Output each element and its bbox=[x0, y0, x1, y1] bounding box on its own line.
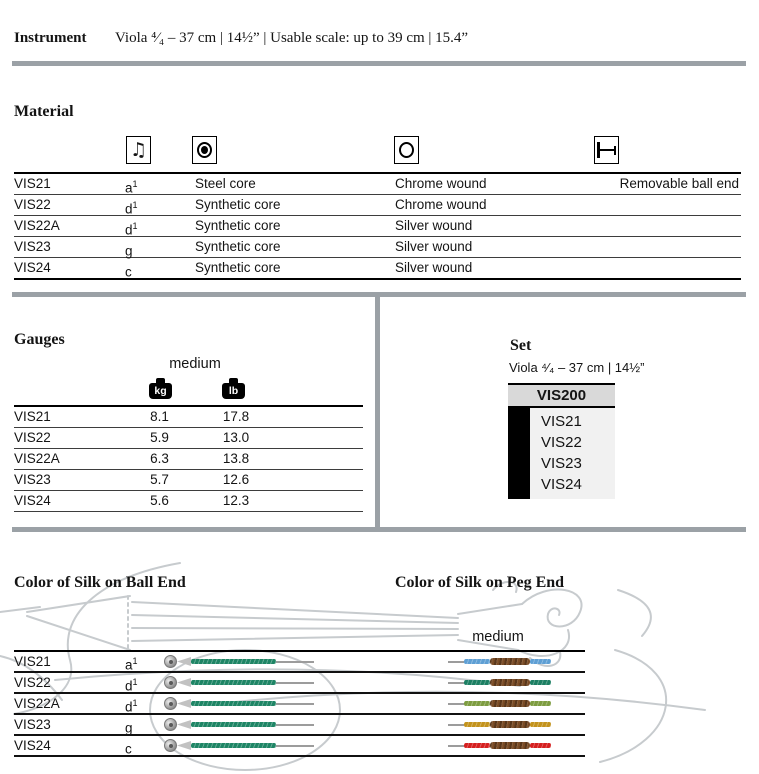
ball-silk bbox=[191, 701, 276, 706]
core-type: Synthetic core bbox=[195, 239, 281, 254]
table-row bbox=[14, 715, 585, 736]
peg-silk bbox=[464, 701, 490, 706]
divider-bar bbox=[12, 527, 746, 532]
product-code: VIS22 bbox=[14, 675, 51, 690]
product-code: VIS24 bbox=[14, 493, 51, 508]
string-wire bbox=[276, 745, 314, 747]
string-wire bbox=[276, 661, 314, 663]
ball-end-icon bbox=[594, 136, 619, 164]
ball-end-string-image bbox=[164, 694, 314, 713]
table-row bbox=[14, 428, 363, 449]
table-row bbox=[14, 216, 741, 237]
string-core bbox=[490, 658, 530, 665]
ball-silk bbox=[191, 722, 276, 727]
peg-end-string-image bbox=[448, 694, 551, 713]
pitch: $a^1$ bbox=[125, 179, 138, 196]
string-core bbox=[490, 742, 530, 749]
product-code: VIS22A bbox=[14, 218, 60, 233]
product-code: VIS21 bbox=[14, 176, 51, 191]
core-type: Steel core bbox=[195, 176, 256, 191]
peg-silk bbox=[530, 722, 551, 727]
set-item: VIS24 bbox=[541, 476, 582, 493]
string-loop bbox=[177, 678, 191, 687]
silk-peg-end-title: Color of Silk on Peg End bbox=[395, 574, 565, 591]
musical-note-icon: ♫ bbox=[126, 136, 151, 164]
peg-silk bbox=[464, 743, 490, 748]
tension-kg: 8.1 bbox=[150, 409, 169, 424]
ball-icon bbox=[164, 697, 177, 710]
product-code: VIS22A bbox=[14, 451, 60, 466]
ball-silk bbox=[191, 743, 276, 748]
gauges-table bbox=[14, 405, 363, 512]
ball-silk bbox=[191, 680, 276, 685]
product-code: VIS24 bbox=[14, 260, 51, 275]
string-wire bbox=[276, 724, 314, 726]
tension-label: medium bbox=[169, 356, 221, 372]
ball-icon bbox=[164, 718, 177, 731]
table-row bbox=[14, 673, 585, 694]
peg-silk bbox=[530, 659, 551, 664]
lb-weight-icon: lb bbox=[222, 383, 245, 399]
string-wire bbox=[276, 703, 314, 705]
product-code: VIS22 bbox=[14, 197, 51, 212]
ball-end-string-image bbox=[164, 673, 314, 692]
gauges-title: Gauges bbox=[14, 331, 65, 348]
instrument-label: Instrument bbox=[14, 30, 87, 46]
ball-end-string-image bbox=[164, 736, 314, 755]
winding-type: Chrome wound bbox=[395, 176, 487, 191]
set-item: VIS23 bbox=[541, 455, 582, 472]
string-core bbox=[490, 679, 530, 686]
string-core bbox=[490, 700, 530, 707]
ball-icon bbox=[164, 676, 177, 689]
ball-icon bbox=[164, 739, 177, 752]
pitch: c bbox=[125, 264, 132, 280]
pitch: g bbox=[125, 243, 133, 259]
core-type: Synthetic core bbox=[195, 197, 281, 212]
product-code: VIS23 bbox=[14, 472, 51, 487]
peg-silk bbox=[464, 722, 490, 727]
pitch: $d^1$ bbox=[125, 221, 138, 238]
string-core bbox=[490, 721, 530, 728]
material-table bbox=[14, 172, 741, 280]
silk-ball-end-title: Color of Silk on Ball End bbox=[14, 574, 186, 591]
peg-end-string-image bbox=[448, 673, 551, 692]
tension-lb: 12.3 bbox=[222, 493, 250, 508]
vertical-divider-bar bbox=[375, 292, 380, 532]
string-loop bbox=[177, 657, 191, 666]
pitch: $d^1$ bbox=[125, 698, 138, 715]
ball-end-string-image bbox=[164, 715, 314, 734]
set-table bbox=[508, 383, 615, 499]
tension-lb: 13.8 bbox=[222, 451, 250, 466]
peg-end-string-image bbox=[448, 715, 551, 734]
winding-type: Silver wound bbox=[395, 218, 473, 233]
table-row bbox=[14, 407, 363, 428]
ball-silk bbox=[191, 659, 276, 664]
product-code: VIS24 bbox=[14, 738, 51, 753]
ball-end-note: Removable ball end bbox=[619, 176, 739, 191]
string-loop bbox=[177, 720, 191, 729]
pitch: c bbox=[125, 741, 132, 757]
tension-kg: 5.9 bbox=[150, 430, 169, 445]
set-subtitle: Viola ⁴⁄₄ – 37 cm | 14½” bbox=[509, 360, 645, 375]
winding-type: Chrome wound bbox=[395, 197, 487, 212]
peg-end-string-image bbox=[448, 736, 551, 755]
set-black-bar bbox=[508, 408, 530, 499]
product-code: VIS23 bbox=[14, 717, 51, 732]
material-title: Material bbox=[14, 103, 74, 120]
kg-weight-icon: kg bbox=[149, 383, 172, 399]
string-wire bbox=[276, 682, 314, 684]
divider-bar bbox=[12, 61, 746, 66]
winding-icon bbox=[394, 136, 419, 164]
peg-silk bbox=[530, 743, 551, 748]
peg-silk bbox=[530, 680, 551, 685]
product-code: VIS21 bbox=[14, 409, 51, 424]
set-product-code: VIS200 bbox=[508, 385, 615, 408]
pitch: $d^1$ bbox=[125, 677, 138, 694]
string-wire bbox=[448, 745, 464, 747]
tension-kg: 5.7 bbox=[150, 472, 169, 487]
table-row bbox=[14, 736, 585, 757]
peg-silk bbox=[464, 680, 490, 685]
instrument-value: Viola ⁴⁄₄ – 37 cm | 14½” | Usable scale: up to 39 cm | 15.4” bbox=[115, 30, 469, 46]
string-wire bbox=[448, 661, 464, 663]
table-row bbox=[14, 174, 741, 195]
tension-lb: 12.6 bbox=[222, 472, 250, 487]
ball-end-string-image bbox=[164, 652, 314, 671]
string-wire bbox=[448, 682, 464, 684]
table-row bbox=[14, 258, 741, 280]
tension-lb: 13.0 bbox=[222, 430, 250, 445]
table-row bbox=[14, 491, 363, 512]
product-code: VIS22 bbox=[14, 430, 51, 445]
silk-color-table bbox=[14, 650, 585, 757]
pitch: g bbox=[125, 720, 133, 736]
table-row bbox=[14, 237, 741, 258]
set-title: Set bbox=[510, 337, 532, 354]
core-type: Synthetic core bbox=[195, 218, 281, 233]
core-type: Synthetic core bbox=[195, 260, 281, 275]
table-row bbox=[14, 694, 585, 715]
table-row bbox=[14, 449, 363, 470]
peg-silk bbox=[530, 701, 551, 706]
tension-kg: 6.3 bbox=[150, 451, 169, 466]
winding-type: Silver wound bbox=[395, 260, 473, 275]
string-wire bbox=[448, 703, 464, 705]
tension-lb: 17.8 bbox=[222, 409, 250, 424]
set-item: VIS22 bbox=[541, 434, 582, 451]
pitch: $a^1$ bbox=[125, 656, 138, 673]
peg-end-string-image bbox=[448, 652, 551, 671]
table-row bbox=[14, 652, 585, 673]
product-code: VIS21 bbox=[14, 654, 51, 669]
table-row bbox=[14, 195, 741, 216]
string-loop bbox=[177, 741, 191, 750]
peg-silk bbox=[464, 659, 490, 664]
core-icon bbox=[192, 136, 217, 164]
ball-icon bbox=[164, 655, 177, 668]
pitch: $d^1$ bbox=[125, 200, 138, 217]
set-item: VIS21 bbox=[541, 413, 582, 430]
product-code: VIS23 bbox=[14, 239, 51, 254]
winding-type: Silver wound bbox=[395, 239, 473, 254]
table-row bbox=[14, 470, 363, 491]
set-body bbox=[508, 408, 615, 499]
tension-kg: 5.6 bbox=[150, 493, 169, 508]
string-wire bbox=[448, 724, 464, 726]
string-loop bbox=[177, 699, 191, 708]
tension-label: medium bbox=[472, 629, 524, 645]
product-code: VIS22A bbox=[14, 696, 60, 711]
